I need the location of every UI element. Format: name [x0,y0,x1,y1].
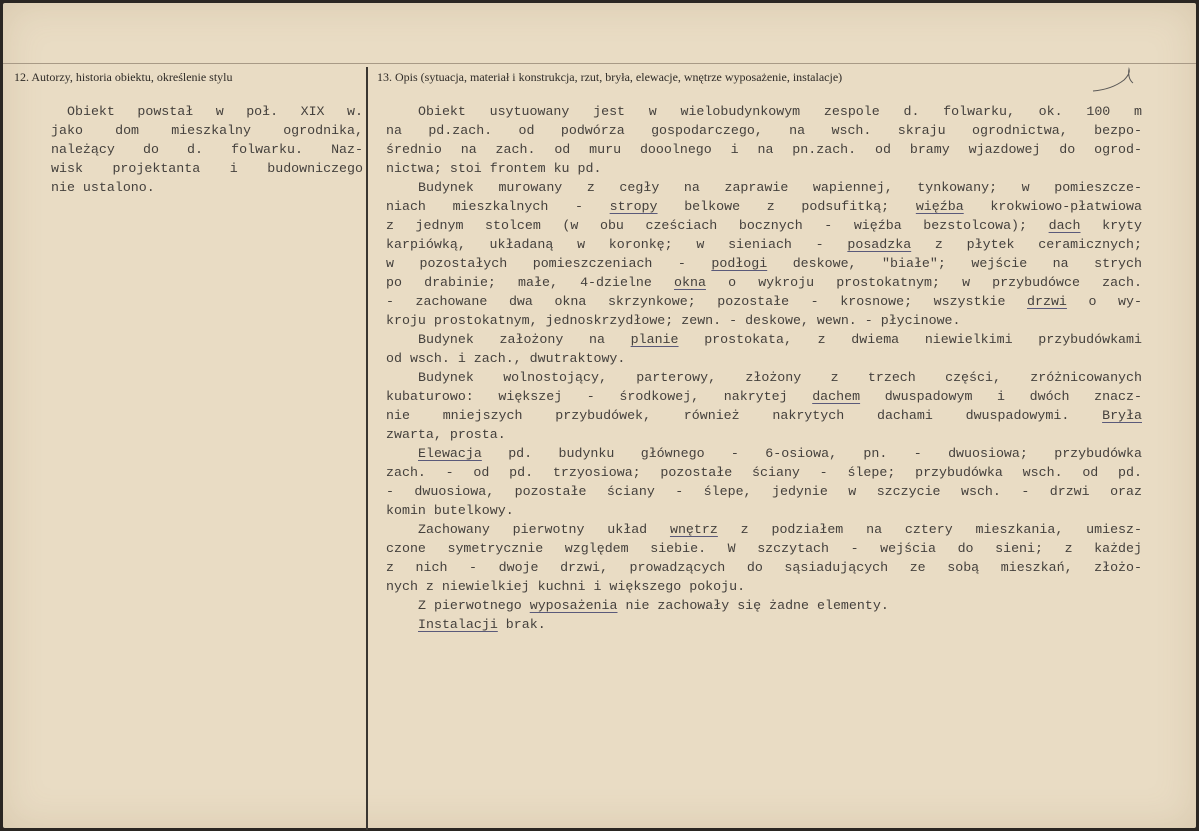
text-run: kryty [1080,218,1142,233]
text-line [386,140,1142,159]
text-line [386,615,1142,634]
record-card [3,3,1196,828]
underlined-term: posadzka [847,237,912,252]
text-run: z nich - dwoje drzwi, prowadzących do sąsiadujących ze sobą mieszkań, złożo- [386,560,1142,575]
text-run: dwuspadowym i dwóch znacz- [860,389,1142,404]
text-run: komin butelkowy. [386,503,514,518]
text-line [386,406,1142,425]
text-run: prostokata, z dwiema niewielkimi przybudówkami [678,332,1142,347]
text-run: zach. - od pd. trzyosiowa; pozostałe ściany - ślepe; przybudówka wsch. od pd. [386,465,1142,480]
text-run: Z pierwotnego [418,598,530,613]
text-line [386,482,1142,501]
text-run: na pd.zach. od podwórza gospodarczego, na wsch. skraju ogrodnictwa, bezpo- [386,123,1142,138]
underlined-term: podłogi [711,256,768,271]
text-line [386,349,1142,368]
text-run: o wy- [1066,294,1142,309]
text-run: jako dom mieszkalny ogrodnika, [51,123,363,138]
underlined-term: wnętrz [669,522,718,537]
text-run: - zachowane dwa okna skrzynkowe; pozostałe - krosnowe; wszystkie [386,294,1028,309]
text-run: kubaturowo: większej - środkowej, nakrytej [386,389,813,404]
underlined-term: drzwi [1027,294,1067,309]
text-line [51,102,363,121]
column-divider [366,67,368,830]
text-run: w pozostałych pomieszczeniach - [386,256,712,271]
text-run: należący do d. folwarku. Naz- [51,142,363,157]
text-run: średnio na zach. od muru dooolnego i na pn.zach. od bramy wjazdowej do ogrod- [386,142,1142,157]
text-run: deskowe, "białe"; wejście na strych [767,256,1142,271]
pen-mark-icon [1091,65,1141,105]
underlined-term: Instalacji [418,617,498,632]
text-line [386,387,1142,406]
text-line [386,368,1142,387]
underlined-term: dach [1048,218,1081,233]
text-run: od wsch. i zach., dwutraktowy. [386,351,626,366]
text-line [51,140,363,159]
text-line [386,178,1142,197]
text-line [51,178,363,197]
text-line [386,501,1142,520]
text-line [386,254,1142,273]
text-line [51,159,363,178]
text-line [386,520,1142,539]
text-line [386,159,1142,178]
underlined-term: więźba [915,199,964,214]
text-run: z podziałem na cztery mieszkania, umiesz- [717,522,1142,537]
text-line [386,463,1142,482]
text-run: karpiówką, układaną w koronkę; w sieniach - [386,237,848,252]
text-line [386,596,1142,615]
text-run: nych z niewielkiej kuchni i większego pokoju. [386,579,746,594]
header-rule [3,63,1196,64]
text-line [386,577,1142,596]
text-run: z jednym stolcem (w obu cześciach bocznych - więźba bezstolcowa); [386,218,1049,233]
underlined-term: planie [630,332,679,347]
underlined-term: stropy [609,199,658,214]
text-run: o wykroju prostokatnym; w przybudówce zach. [705,275,1142,290]
text-line [386,444,1142,463]
text-line [386,539,1142,558]
underlined-term: wyposażenia [529,598,618,613]
text-line [386,558,1142,577]
text-run: zwarta, prosta. [386,427,506,442]
text-run: Obiekt powstał w poł. XIX w. [67,104,363,119]
text-run: z płytek ceramicznych; [911,237,1142,252]
text-run: krokwiowo-płatwiowa [963,199,1142,214]
text-line [386,330,1142,349]
text-line [386,292,1142,311]
section-12-text [51,102,363,197]
text-run: nie mniejszych przybudówek, również nakrytych dachami dwuspadowymi. [386,408,1103,423]
text-line [386,197,1142,216]
text-run: wisk projektanta i budowniczego [51,161,363,176]
text-line [386,273,1142,292]
text-run: Obiekt usytuowany jest w wielobudynkowym zespole d. folwarku, ok. 100 m [418,104,1142,119]
section-13-header: 13. Opis (sytuacja, materiał i konstrukcja, rzut, bryła, elewacje, wnętrze wyposażenie, instalacje) [377,70,843,84]
text-line [386,216,1142,235]
underlined-term: Elewacja [418,446,482,461]
text-line [386,311,1142,330]
text-line [386,121,1142,140]
text-run: nie zachowały się żadne elementy. [617,598,889,613]
text-line [386,235,1142,254]
underlined-term: okna [674,275,706,290]
section-13-text [386,102,1142,634]
text-run: - dwuosiowa, pozostałe ściany - ślepe, jedynie w szczycie wsch. - drzwi oraz [386,484,1142,499]
text-run: belkowe z podsufitką; [657,199,916,214]
text-line [386,102,1142,121]
section-12-header: 12. Autorzy, historia obiektu, określenie stylu [14,70,233,84]
underlined-term: Bryła [1102,408,1142,423]
text-line [386,425,1142,444]
text-line [51,121,363,140]
text-run: nie ustalono. [51,180,155,195]
text-run: niach mieszkalnych - [386,199,610,214]
text-run: nictwa; stoi frontem ku pd. [386,161,602,176]
text-run: kroju prostokatnym, jednoskrzydłowe; zewn. - deskowe, wewn. - płycinowe. [386,313,961,328]
text-run: Budynek wolnostojący, parterowy, złożony z trzech części, zróżnicowanych [418,370,1142,385]
text-run: brak. [497,617,546,632]
underlined-term: dachem [812,389,861,404]
text-run: Budynek założony na [418,332,631,347]
text-run: po drabinie; małe, 4-dzielne [386,275,675,290]
text-run: Budynek murowany z cegły na zaprawie wapiennej, tynkowany; w pomieszcze- [418,180,1142,195]
text-run: Zachowany pierwotny układ [418,522,670,537]
text-run: czone symetrycznie względem siebie. W szczytach - wejścia do sieni; z każdej [386,541,1142,556]
text-run: pd. budynku głównego - 6-osiowa, pn. - dwuosiowa; przybudówka [481,446,1142,461]
